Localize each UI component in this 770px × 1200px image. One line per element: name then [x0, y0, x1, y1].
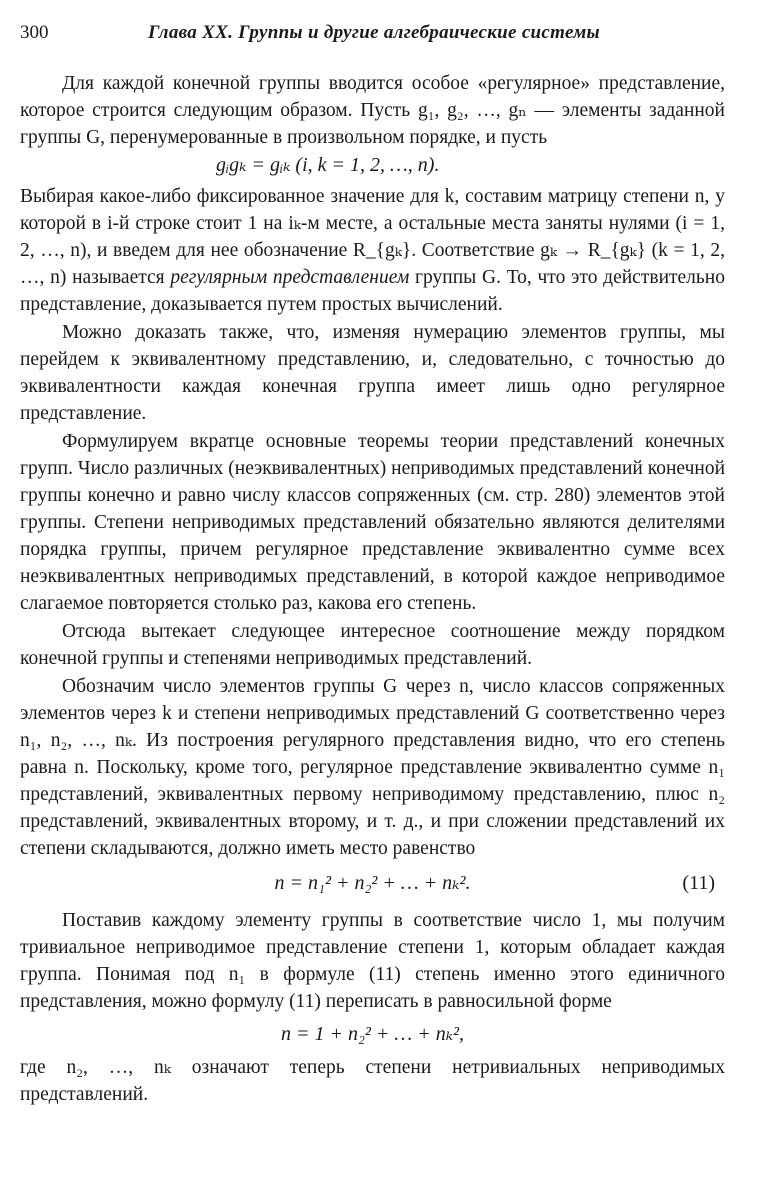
formula-11-body: n = n₁² + n₂² + … + nₖ².: [274, 872, 471, 894]
page-header: [20, 22, 720, 48]
running-title: Глава XX. Группы и другие алгебраические системы: [148, 22, 601, 43]
paragraph-text: Выбирая какое-либо фиксированное значение для k, составим матрицу степени n, у которой в i-й строке стоит 1 на iₖ-м месте, а остальные места заняты нулями (i = 1, 2, …, n), и введем для нее обозначение R_{gₖ}. Соответствие gₖ → R_{gₖ} (k = 1, 2, …, n) называется: [20, 186, 725, 288]
formula-11: [20, 870, 725, 897]
paragraph-trivial-representation: Поставив каждому элементу группы в соответствие число 1, мы получим тривиальное неприводимое представление степени 1, которым обладает каждая группа. Понимая под n₁ в формуле (11) степень именно этого единичного представления, можно формулу (11) переписать в равносильной форме: [20, 910, 725, 1012]
body-text: [20, 70, 725, 1109]
paragraph-relation: Отсюда вытекает следующее интересное соотношение между порядком конечной группы и степенями неприводимых представлений.: [20, 621, 725, 669]
term-regular-representation: регулярным представлением: [170, 267, 410, 288]
paragraph-theorems: Формулируем вкратце основные теоремы теории представлений конечных групп. Число различных (неэквивалентных) неприводимых представлений конечной группы конечно и равно числу классов сопряженных (см. стр. 280) элементов этой группы. Степени неприводимых представлений обязательно являются делителями порядка группы, причем регулярное представление эквивалентно сумме всех неэквивалентных неприводимых представлений, в которой каждое неприводимое слагаемое повторяется столько раз, какова его степень.: [20, 431, 725, 614]
paragraph-matrix-definition: [20, 183, 725, 318]
page-number: 300: [20, 22, 49, 43]
equation-number: (11): [682, 872, 715, 894]
paragraph-notation: Обозначим число элементов группы G через n, число классов сопряженных элементов через k и степени неприводимых представлений G соответственно через n₁, n₂, …, nₖ. Из построения регулярного представления видно, что его степень равна n. Поскольку, кроме того, регулярное представление эквивалентно сумме n₁ представлений, эквивалентных первому неприводимому представлению, плюс n₂ представлений, эквивалентных второму, и т. д., и при сложении представлений их степени складываются, должно иметь место равенство: [20, 676, 725, 859]
formula-11-rewritten: n = 1 + n₂² + … + nₖ²,: [280, 1023, 464, 1045]
paragraph-text: группы G. То, что это действительно представление, доказывается путем простых вычислений.: [20, 267, 725, 315]
paragraph-regular-representation-intro: Для каждой конечной группы вводится особое «регулярное» представление, которое строится следующим образом. Пусть g₁, g₂, …, gₙ — элементы заданной группы G, перенумерованные в произвольном порядке, и пусть: [20, 73, 725, 148]
paragraph-conclusion: где n₂, …, nₖ означают теперь степени нетривиальных неприводимых представлений.: [20, 1057, 725, 1105]
formula-product: gᵢgₖ = gᵢₖ (i, k = 1, 2, …, n).: [216, 154, 440, 176]
paragraph-equivalence: Можно доказать также, что, изменяя нумерацию элементов группы, мы перейдем к эквивалентному представлению, и, следовательно, с точностью до эквивалентности каждая конечная группа имеет лишь одно регулярное представление.: [20, 322, 725, 424]
